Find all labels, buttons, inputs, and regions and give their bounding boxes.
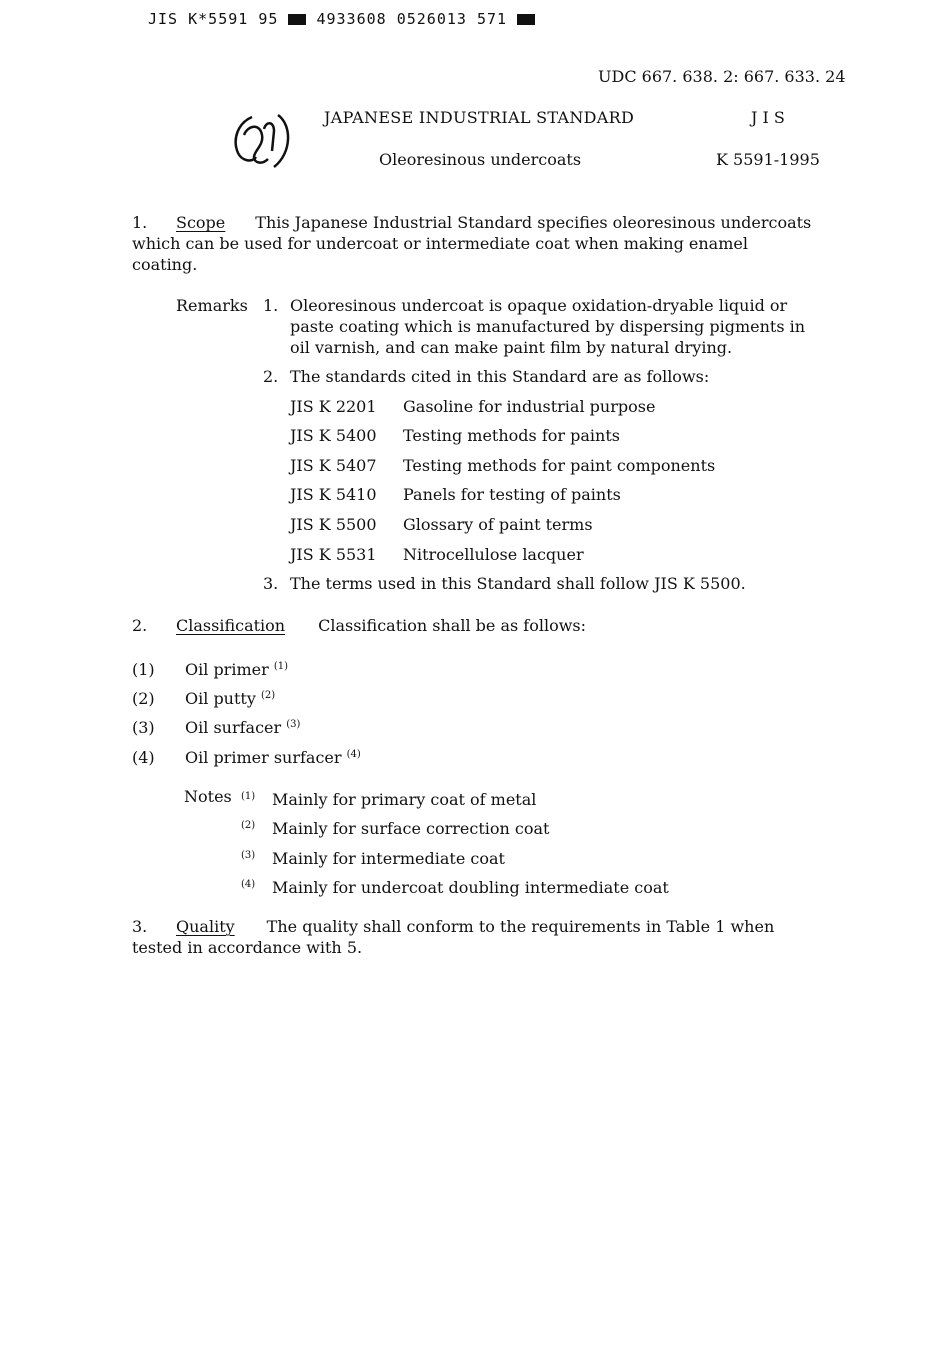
jis-logo-icon [230,107,296,173]
cited-standard-title: Nitrocellulose lacquer [403,545,584,564]
classification-item [132,685,275,709]
cited-standard-row [290,544,584,565]
standard-subtitle: Oleoresinous undercoats [379,150,582,169]
cited-standard-code: JIS K 5410 [290,485,377,504]
classification-item-ref: (2) [260,690,276,701]
section-1-number: 1. [132,213,148,232]
classification-item-number: (1) [132,660,155,679]
section-3-heading: Quality [176,917,235,936]
classification-item-label: Oil surfacer [185,718,282,737]
cited-standard-code: JIS K 5531 [290,545,377,564]
classification-item [132,744,361,768]
section-1-text-line-3: coating. [132,255,198,274]
standard-number: K 5591-1995 [716,150,820,169]
section-3-number: 3. [132,917,148,936]
cited-standard-title: Testing methods for paints [403,426,620,445]
classification-item-ref: (1) [273,661,288,672]
classification-item-ref: (3) [286,719,301,730]
section-3-line-1 [132,916,774,937]
section-3-text-line-2: tested in accordance with 5. [132,938,363,957]
section-2-heading: Classification [176,616,286,635]
classification-item-number: (2) [132,689,155,708]
cited-standard-title: Panels for testing of paints [403,485,621,504]
cited-standard-row [290,425,620,446]
document-code-part1: JIS K*5591 95 [148,10,279,28]
remark-2-number: 2. [263,367,279,386]
remarks-label: Remarks [176,296,248,315]
cited-standard-code: JIS K 2201 [290,397,377,416]
barcode-block-icon [517,14,535,25]
note-row [241,845,505,869]
note-row [241,874,669,898]
udc-number: UDC 667. 638. 2: 667. 633. 24 [598,67,846,86]
cited-standard-title: Gasoline for industrial purpose [403,397,656,416]
classification-item-label: Oil putty [185,689,256,708]
section-2-number: 2. [132,616,148,635]
section-2-line [132,615,586,636]
classification-item-label: Oil primer surfacer [185,748,342,767]
section-1-text-line-2: which can be used for undercoat or intermediate coat when making enamel [132,234,748,253]
classification-item [132,656,288,680]
barcode-block-icon [288,14,306,25]
cited-standard-title: Glossary of paint terms [403,515,593,534]
cited-standard-row [290,514,593,535]
note-mark: (3) [241,850,256,861]
standard-title: JAPANESE INDUSTRIAL STANDARD [324,108,635,127]
note-row [241,815,549,839]
classification-item [132,714,300,738]
note-row [241,786,536,810]
cited-standard-title: Testing methods for paint components [403,456,716,475]
remark-3-text: The terms used in this Standard shall follow JIS K 5500. [290,574,746,593]
document-code-line [148,10,535,28]
cited-standard-code: JIS K 5407 [290,456,377,475]
section-2-text: Classification shall be as follows: [318,616,586,635]
remark-1-line-3: oil varnish, and can make paint film by natural drying. [290,338,733,357]
cited-standard-code: JIS K 5400 [290,426,377,445]
document-code-part2: 4933608 0526013 571 [316,10,508,28]
classification-item-label: Oil primer [185,660,269,679]
classification-item-ref: (4) [346,749,361,760]
remark-2-text: The standards cited in this Standard are as follows: [290,367,710,386]
classification-item-number: (4) [132,748,155,767]
note-text: Mainly for undercoat doubling intermediate coat [272,878,669,897]
remark-3-number: 3. [263,574,279,593]
cited-standard-row [290,455,715,476]
cited-standard-row [290,396,655,417]
note-text: Mainly for intermediate coat [272,849,505,868]
section-1-heading: Scope [176,213,226,232]
remark-1-number: 1. [263,296,279,315]
note-mark: (1) [241,791,256,802]
note-mark: (4) [241,879,256,890]
section-3-text-line-1: The quality shall conform to the requirements in Table 1 when [266,917,775,936]
classification-item-number: (3) [132,718,155,737]
cited-standard-row [290,484,621,505]
section-1-line-1 [132,212,811,233]
note-mark: (2) [241,820,256,831]
section-1-text-line-1: This Japanese Industrial Standard specifies oleoresinous undercoats [255,213,812,232]
notes-label: Notes [184,787,232,806]
remark-1-line-1: Oleoresinous undercoat is opaque oxidation-dryable liquid or [290,296,788,315]
remark-1-line-2: paste coating which is manufactured by dispersing pigments in [290,317,806,336]
cited-standard-code: JIS K 5500 [290,515,377,534]
note-text: Mainly for surface correction coat [272,819,550,838]
note-text: Mainly for primary coat of metal [272,790,537,809]
jis-mark-text: J I S [751,108,785,127]
